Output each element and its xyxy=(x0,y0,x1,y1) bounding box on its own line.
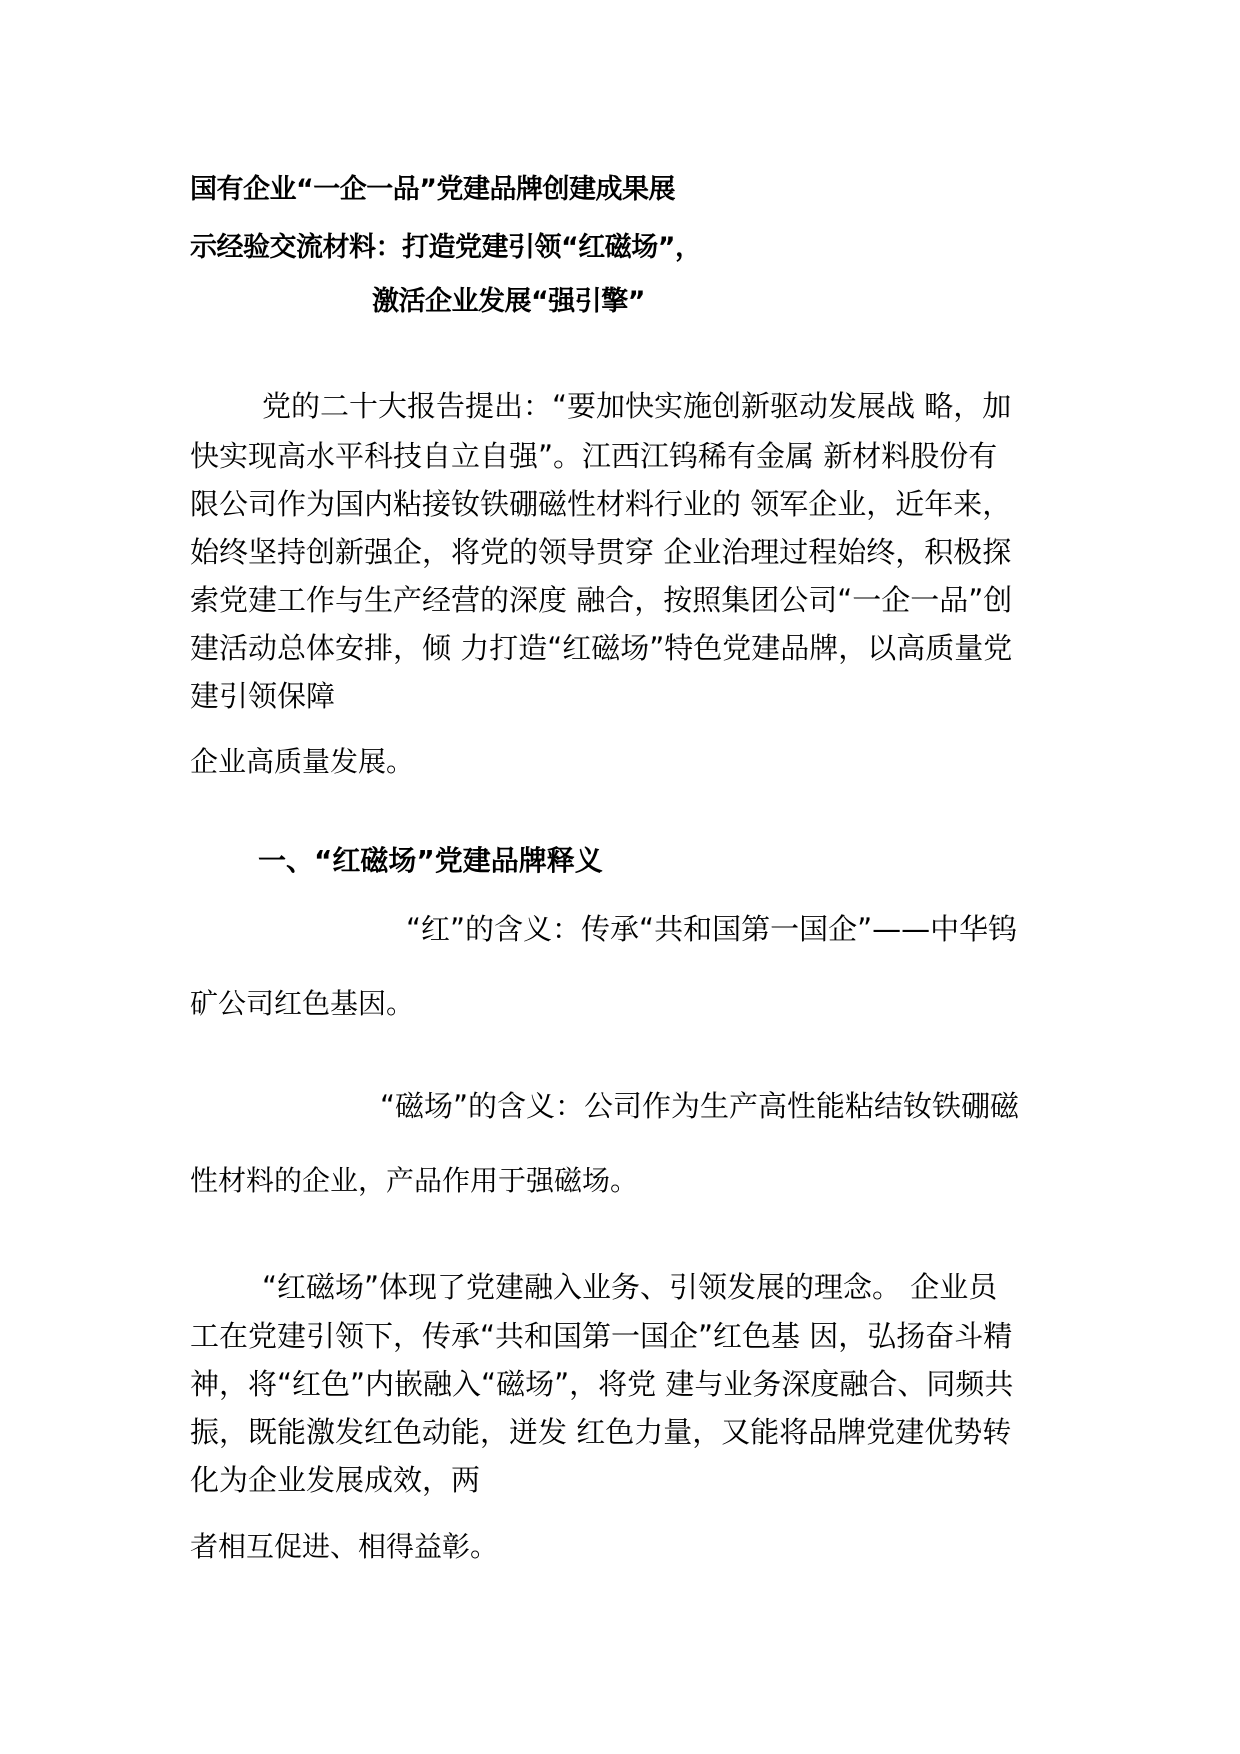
intro-paragraph-tail: 企业高质量发展。 xyxy=(190,745,415,778)
document-title-line-3: 激活企业发展“强引擎” xyxy=(372,286,645,317)
intro-paragraph-line-7: 建引领保障 xyxy=(190,679,336,713)
section-heading-brand-meaning: 一、“红磁场”党建品牌释义 xyxy=(258,844,603,877)
concept-paragraph-line-2: 工在党建引领下，传承“共和国第一国企”红色基 因，弘扬奋斗精 xyxy=(190,1319,1013,1353)
concept-paragraph-line-5: 化为企业发展成效，两 xyxy=(190,1463,481,1497)
intro-paragraph-line-3: 限公司作为国内粘接钕铁硼磁性材料行业的 领军企业，近年来， xyxy=(190,487,1012,521)
red-meaning-line-1: “红”的含义：传承“共和国第一国企”——中华钨 xyxy=(406,912,1018,946)
concept-paragraph-line-4: 振，既能激发红色动能，迸发 红色力量，又能将品牌党建优势转 xyxy=(190,1415,1012,1449)
magnetic-field-meaning-line-1: “磁场”的含义：公司作为生产高性能粘结钕铁硼磁 xyxy=(380,1089,1020,1123)
concept-paragraph-tail: 者相互促进、相得益彰。 xyxy=(190,1530,499,1563)
intro-paragraph-line-4: 始终坚持创新强企，将党的领导贯穿 企业治理过程始终，积极探 xyxy=(190,535,1012,569)
document-title-line-1: 国有企业“一企一品”党建品牌创建成果展 xyxy=(190,174,675,205)
document-title-line-2: 示经验交流材料：打造党建引领“红磁场”， xyxy=(190,232,702,263)
intro-paragraph-line-6: 建活动总体安排，倾 力打造“红磁场”特色党建品牌，以高质量党 xyxy=(190,631,1013,665)
magnetic-field-meaning-line-2: 性材料的企业，产品作用于强磁场。 xyxy=(190,1164,639,1197)
intro-paragraph-line-1: 党的二十大报告提出：“要加快实施创新驱动发展战 略，加 xyxy=(262,389,1012,423)
red-meaning-line-2: 矿公司红色基因。 xyxy=(190,987,415,1020)
intro-paragraph-line-5: 索党建工作与生产经营的深度 融合，按照集团公司“一企一品”创 xyxy=(190,583,1013,617)
concept-paragraph-line-3: 神，将“红色”内嵌融入“磁场”，将党 建与业务深度融合、同频共 xyxy=(190,1367,1014,1401)
intro-paragraph-line-2: 快实现高水平科技自立自强”。江西江钨稀有金属 新材料股份有 xyxy=(190,439,998,473)
concept-paragraph-line-1: “红磁场”体现了党建融入业务、引领发展的理念。 企业员 xyxy=(262,1270,998,1304)
